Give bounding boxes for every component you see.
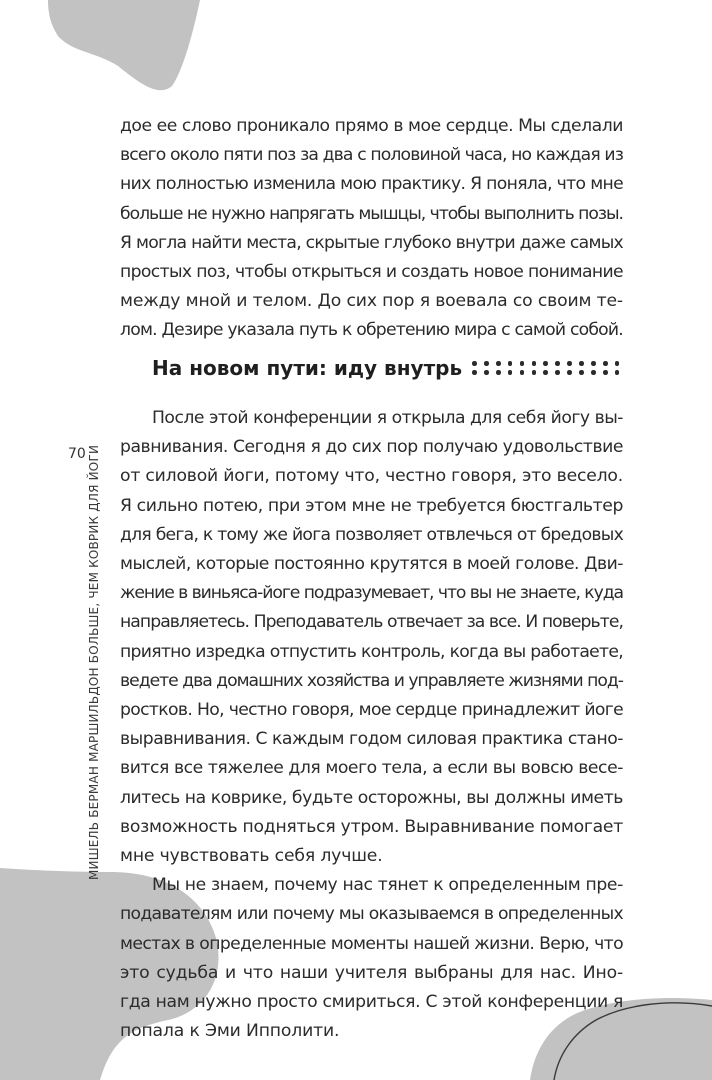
section-body [120, 404, 623, 1046]
top-paragraph-text [120, 112, 623, 346]
section-heading [152, 356, 619, 380]
top-paragraph [120, 112, 623, 346]
text-line: Мы не знаем, почему нас тянет к определенным пре- [152, 875, 623, 896]
running-head: МИШЕЛЬ БЕРМАН МАРШИЛЬДОН БОЛЬШЕ, ЧЕМ КОВРИК ДЛЯ ЙОГИ [87, 444, 101, 880]
text-line: для бега, к тому же йога позволяет отвлечься от бредовых [120, 524, 623, 545]
text-line: ведете два домашних хозяйства и управляете жизнями под- [120, 670, 623, 691]
paragraph-2 [120, 871, 623, 1046]
text-line: мыслей, которые постоянно крутятся в моей голове. Дви- [120, 554, 623, 575]
text-line: выравнивания. С каждым годом силовая практика стано- [120, 729, 623, 750]
text-line: направляетесь. Преподаватель отвечает за все. И поверьте, [120, 612, 623, 633]
text-line: попала к Эми Ипполити. [120, 1021, 340, 1042]
text-line: Я сильно потею, при этом мне не требуется бюстгальтер [120, 495, 623, 516]
text-line: них полностью изменила мою практику. Я поняла, что мне [120, 174, 623, 195]
section-heading-text: На новом пути: иду внутрь [152, 356, 463, 380]
text-line: это судьба и что наши учителя выбраны для нас. Ино- [120, 962, 623, 983]
dot-row [472, 361, 619, 366]
text-line: После этой конференции я открыла для себя йогу вы- [152, 408, 623, 428]
text-line: приятно изредка отпустить контроль, когда вы работаете, [120, 641, 623, 662]
text-line: литесь на коврике, будьте осторожны, вы должны иметь [120, 787, 623, 808]
text-line: Я могла найти места, скрытые глубоко внутри даже самых [120, 232, 623, 253]
text-line: равнивания. Сегодня я до сих пор получаю удовольствие [120, 437, 623, 458]
dot-row [472, 370, 619, 375]
text-line: между мной и телом. До сих пор я воевала со своим те- [120, 291, 623, 312]
text-line: вится все тяжелее для моего тела, а если вы вовсю весе- [120, 758, 623, 779]
text-line: всего около пяти поз за два с половиной часа, но каждая из [120, 145, 623, 166]
text-line: простых поз, чтобы открыться и создать новое понимание [120, 262, 623, 283]
text-line: жение в виньяса-йоге подразумевает, что вы не знаете, куда [120, 583, 623, 604]
text-line: дое ее слово проникало прямо в мое сердце. Мы сделали [120, 116, 623, 136]
text-line: лом. Дезире указала путь к обретению мира с самой собой. [120, 320, 623, 341]
paragraph-1 [120, 404, 623, 871]
text-line: подавателям или почему мы оказываемся в определенных [120, 904, 623, 925]
dotted-ornament [472, 361, 619, 374]
text-line: гда нам нужно просто смириться. С этой конференции я [120, 992, 623, 1013]
text-line: ростков. Но, честно говоря, мое сердце принадлежит йоге [120, 700, 623, 721]
text-line: больше не нужно напрягать мышцы, чтобы выполнить позы. [120, 203, 623, 224]
text-line: местах в определенные моменты нашей жизни. Верю, что [120, 933, 623, 954]
page-number: 70 [68, 446, 86, 462]
text-line: от силовой йоги, потому что, честно говоря, это весело. [120, 466, 623, 487]
text-line: возможность подняться утром. Выравнивание помогает [120, 816, 623, 837]
top-blob-shape [48, 0, 200, 90]
text-line: мне чувствовать себя лучше. [120, 846, 383, 867]
